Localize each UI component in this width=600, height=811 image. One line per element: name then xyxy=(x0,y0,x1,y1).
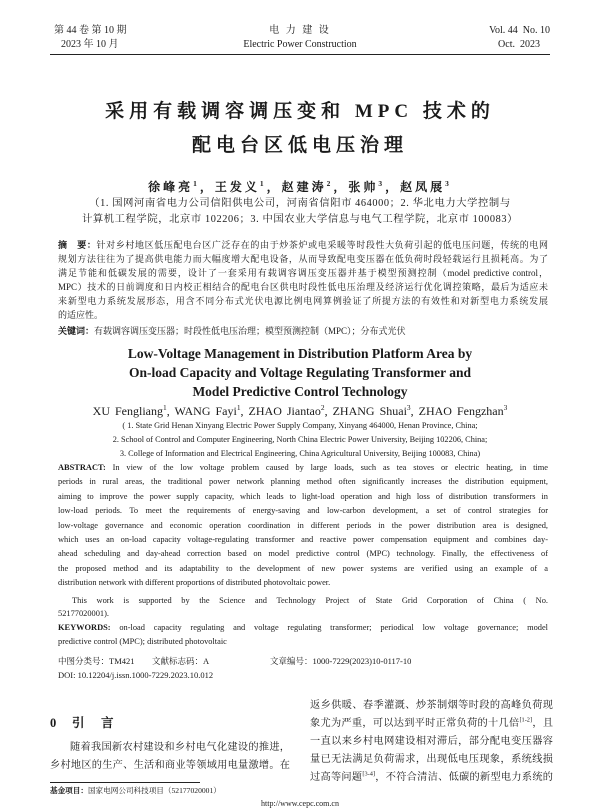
funding-line: 52177020001). xyxy=(58,609,109,618)
doi: DOI: 10.12204/j.issn.1000-7229.2023.10.012 xyxy=(58,670,214,680)
affiliation-cn-line: （1. 国网河南省电力公司信阳供电公司，河南省信阳市 464000；2. 华北电力大学控制与 xyxy=(89,198,511,209)
author-name: 赵凤展 xyxy=(400,180,446,194)
funding-statement-en xyxy=(58,594,548,620)
keywords-en-line: predictive control (MPC); distributed photovoltaic xyxy=(58,637,227,646)
footnote-label: 基金项目： xyxy=(50,786,88,795)
title-en-line-2: On-load Capacity and Voltage Regulating Transformer and xyxy=(128,365,472,380)
authors-cn xyxy=(0,179,600,195)
title-cn xyxy=(0,98,600,166)
abstract-en-text: In view of the low voltage problem caused by large loads, such as tea stoves or electric heating, in time xyxy=(105,463,548,472)
abstract-cn xyxy=(58,238,548,322)
author-separator: , xyxy=(324,404,333,418)
affiliation-en-line: 3. College of Information and Electrical Engineering, China Agricultural University, Beijing 100083, China) xyxy=(119,449,481,458)
author-affiliation-mark: 3 xyxy=(378,179,386,188)
citation-mark: [3-4] xyxy=(362,770,375,778)
funding-footnote xyxy=(50,785,221,796)
author-affiliation-mark: 1 xyxy=(193,179,200,188)
author-name: 赵建涛 xyxy=(281,180,327,194)
author-separator: ， xyxy=(199,180,215,194)
author-name: 徐峰亮 xyxy=(148,180,194,194)
footnote-text: 国家电网公司科技项目（52177020001） xyxy=(87,786,221,795)
abstract-cn-line xyxy=(58,238,548,252)
author-affiliation-mark: 3 xyxy=(445,179,452,188)
date-en: Oct. 2023 xyxy=(498,39,540,50)
body-line: 随着我国新农村建设和乡村电气化建设的推进， xyxy=(70,742,290,753)
author-separator: ， xyxy=(266,180,282,194)
author-separator: ， xyxy=(333,180,349,194)
section-number: 0 xyxy=(50,716,57,730)
abstract-cn-line: 的适应性。 xyxy=(58,310,104,320)
author-affiliation-mark: 3 xyxy=(503,403,508,412)
author-separator: , xyxy=(240,404,249,418)
title-en-line-1: Low-Voltage Management in Distribution Platform Area by xyxy=(127,346,473,361)
author-affiliation-mark: 2 xyxy=(320,403,325,412)
keywords-en-line xyxy=(58,621,548,635)
body-line: 乡村地区的生产、生活和商业等领域用电量激增。在 xyxy=(50,760,290,771)
author-name: ZHAO Jiantao xyxy=(248,404,321,418)
abstract-cn-line: 来新型电力系统发展形态，用含不同分布式光伏电源比例电网算例验证了所提方法的有效性和对新型电力系统发展 xyxy=(58,296,548,306)
footnote-rule xyxy=(50,782,200,783)
body-line: 量已无法满足负荷需求，出现低电压现象，系统线损 xyxy=(310,754,553,765)
affiliations-cn xyxy=(0,196,600,228)
abstract-cn-line: MPC）技术的日前调度和日内校正相结合的配电台区供电时段性低电压治理及经济运行优化调控策略，最后为适应未 xyxy=(58,282,548,292)
title-en-line-3: Model Predictive Control Technology xyxy=(192,384,408,399)
abstract-en-line: which uses an on-load capacity voltage-regulating transformer and reactive power compensation equipment and combines day- xyxy=(58,534,548,544)
article-number: 文章编号：1000-7229(2023)10-0117-10 xyxy=(270,656,412,666)
body-line: 一直以来乡村电网建设相对滞后，部分配电变压器容 xyxy=(310,736,553,747)
author-name: ZHAO Fengzhan xyxy=(418,404,504,418)
abstract-en-line: low-voltage governance and economic operation coordination in different periods in the power distribution area is designed, xyxy=(58,520,548,530)
header-rule xyxy=(50,54,550,55)
keywords-cn xyxy=(58,324,548,338)
keywords-cn-text: 有载调容调压变压器；时段性低电压治理；模型预测控制（MPC）；分布式光伏 xyxy=(94,326,406,336)
affiliation-en-line: ( 1. State Grid Henan Xinyang Electric Power Supply Company, Xinyang 464000, Henan Province, China; xyxy=(122,421,478,430)
citation-mark: [1-2] xyxy=(519,716,533,724)
funding-line: This work is supported by the Science and Technology Project of State Grid Corporation of China ( No. xyxy=(72,596,548,605)
section-heading xyxy=(50,714,116,732)
author-name: 张帅 xyxy=(348,180,379,194)
body-text: ，不符合清洁、低碳的新型电力系统的 xyxy=(374,772,553,783)
author-affiliation-mark: 1 xyxy=(162,403,167,412)
body-line xyxy=(310,769,553,787)
abstract-en-label: ABSTRACT: xyxy=(58,463,106,472)
abstract-en-line: distribution network with different proportions of distributed photovoltaic power. xyxy=(58,578,331,588)
abstract-en-line: ahead scheduling and day-ahead correction based on model predictive control (MPC) technology. Finally, the effectiveness of xyxy=(58,549,548,559)
abstract-en xyxy=(58,461,548,591)
affiliations-en xyxy=(0,419,600,461)
journal-name-cn: 电 力 建 设 xyxy=(269,25,331,36)
date-cn: 2023 年 10 月 xyxy=(61,39,119,50)
author-name: ZHANG Shuai xyxy=(332,404,407,418)
author-affiliation-mark: 2 xyxy=(326,179,334,188)
author-separator: ， xyxy=(385,180,401,194)
author-name: XU Fengliang xyxy=(92,404,163,418)
author-affiliation-mark: 3 xyxy=(406,403,411,412)
body-text: 过高等问题 xyxy=(310,772,363,783)
keywords-en-text: on-load capacity regulating and voltage regulating transformer; periodical low voltage governance; model xyxy=(110,623,548,632)
body-left-column xyxy=(50,739,290,775)
document-code: 文献标志码：A xyxy=(152,656,210,666)
abstract-en-line: the proposed method and its adaptability to the development of new power systems are verified using an example of a xyxy=(58,563,548,573)
author-separator: , xyxy=(166,404,175,418)
abstract-cn-line: 规划方法往往为了提高供电能力而大幅度增大配电设备，从而导致配电变压器在低负荷时段轻载运行且损耗高。为了 xyxy=(58,254,548,264)
author-name: 王发义 xyxy=(214,180,260,194)
clc-number: 中图分类号：TM421 xyxy=(58,656,135,666)
abstract-cn-label: 摘 要： xyxy=(58,240,97,250)
author-affiliation-mark: 1 xyxy=(236,403,241,412)
body-right-column xyxy=(310,697,553,787)
volume-issue-en: Vol. 44 No. 10 xyxy=(489,25,550,36)
title-en xyxy=(0,344,600,401)
affiliation-en-line: 2. School of Control and Computer Engineering, North China Electric Power University, Beijing 102206, China; xyxy=(112,435,488,444)
section-title: 引 言 xyxy=(72,716,116,730)
abstract-cn-text: 针对乡村地区低压配电台区广泛存在的由于炒茶炉或电采暖等时段性大负荷引起的低电压问题，传统的电网 xyxy=(96,240,548,250)
footer-url: http://www.cepc.com.cn xyxy=(261,799,339,808)
journal-name-en: Electric Power Construction xyxy=(243,39,357,50)
affiliation-cn-line: 计算机工程学院，北京市 102206；3. 中国农业大学信息与电气工程学院，北京市 100083） xyxy=(81,214,519,225)
keywords-en xyxy=(58,621,548,649)
keywords-cn-label: 关键词： xyxy=(58,326,95,336)
body-line xyxy=(310,715,553,733)
authors-en xyxy=(0,403,600,419)
title-cn-line-1: 采用有载调容调压变和 MPC 技术的 xyxy=(105,101,495,122)
abstract-cn-line: 满足节能和低碳发展的需要，设计了一套采用有载调容调压变压器并基于模型预测控制（model predictive control， xyxy=(58,268,548,278)
body-line: 返乡供暖、春季灌溉、炒茶制烟等时段的高峰负荷现 xyxy=(310,700,553,711)
abstract-en-line: low-load periods. To meet the requirements of energy-saving and low-carbon development, a set of control strategies for xyxy=(58,506,548,516)
abstract-en-line: aiming to improve the power supply capacity, which leads to light-load operation and high loss of distribution transformers in xyxy=(58,491,548,501)
author-name: WANG Fayi xyxy=(174,404,237,418)
abstract-en-line xyxy=(58,461,548,475)
title-cn-line-2: 配电台区低电压治理 xyxy=(191,135,408,156)
author-affiliation-mark: 1 xyxy=(259,179,267,188)
body-text: ，且 xyxy=(532,718,553,729)
keywords-en-label: KEYWORDS: xyxy=(58,623,111,632)
abstract-en-line: periods in rural areas, the traditional power network planning method often significantly increases the distribution equipment, xyxy=(58,477,548,487)
body-text: 象尤为严重，可以达到平时正常负荷的十几倍 xyxy=(310,718,520,729)
volume-issue-cn: 第 44 卷 第 10 期 xyxy=(54,25,127,36)
author-separator: , xyxy=(410,404,419,418)
